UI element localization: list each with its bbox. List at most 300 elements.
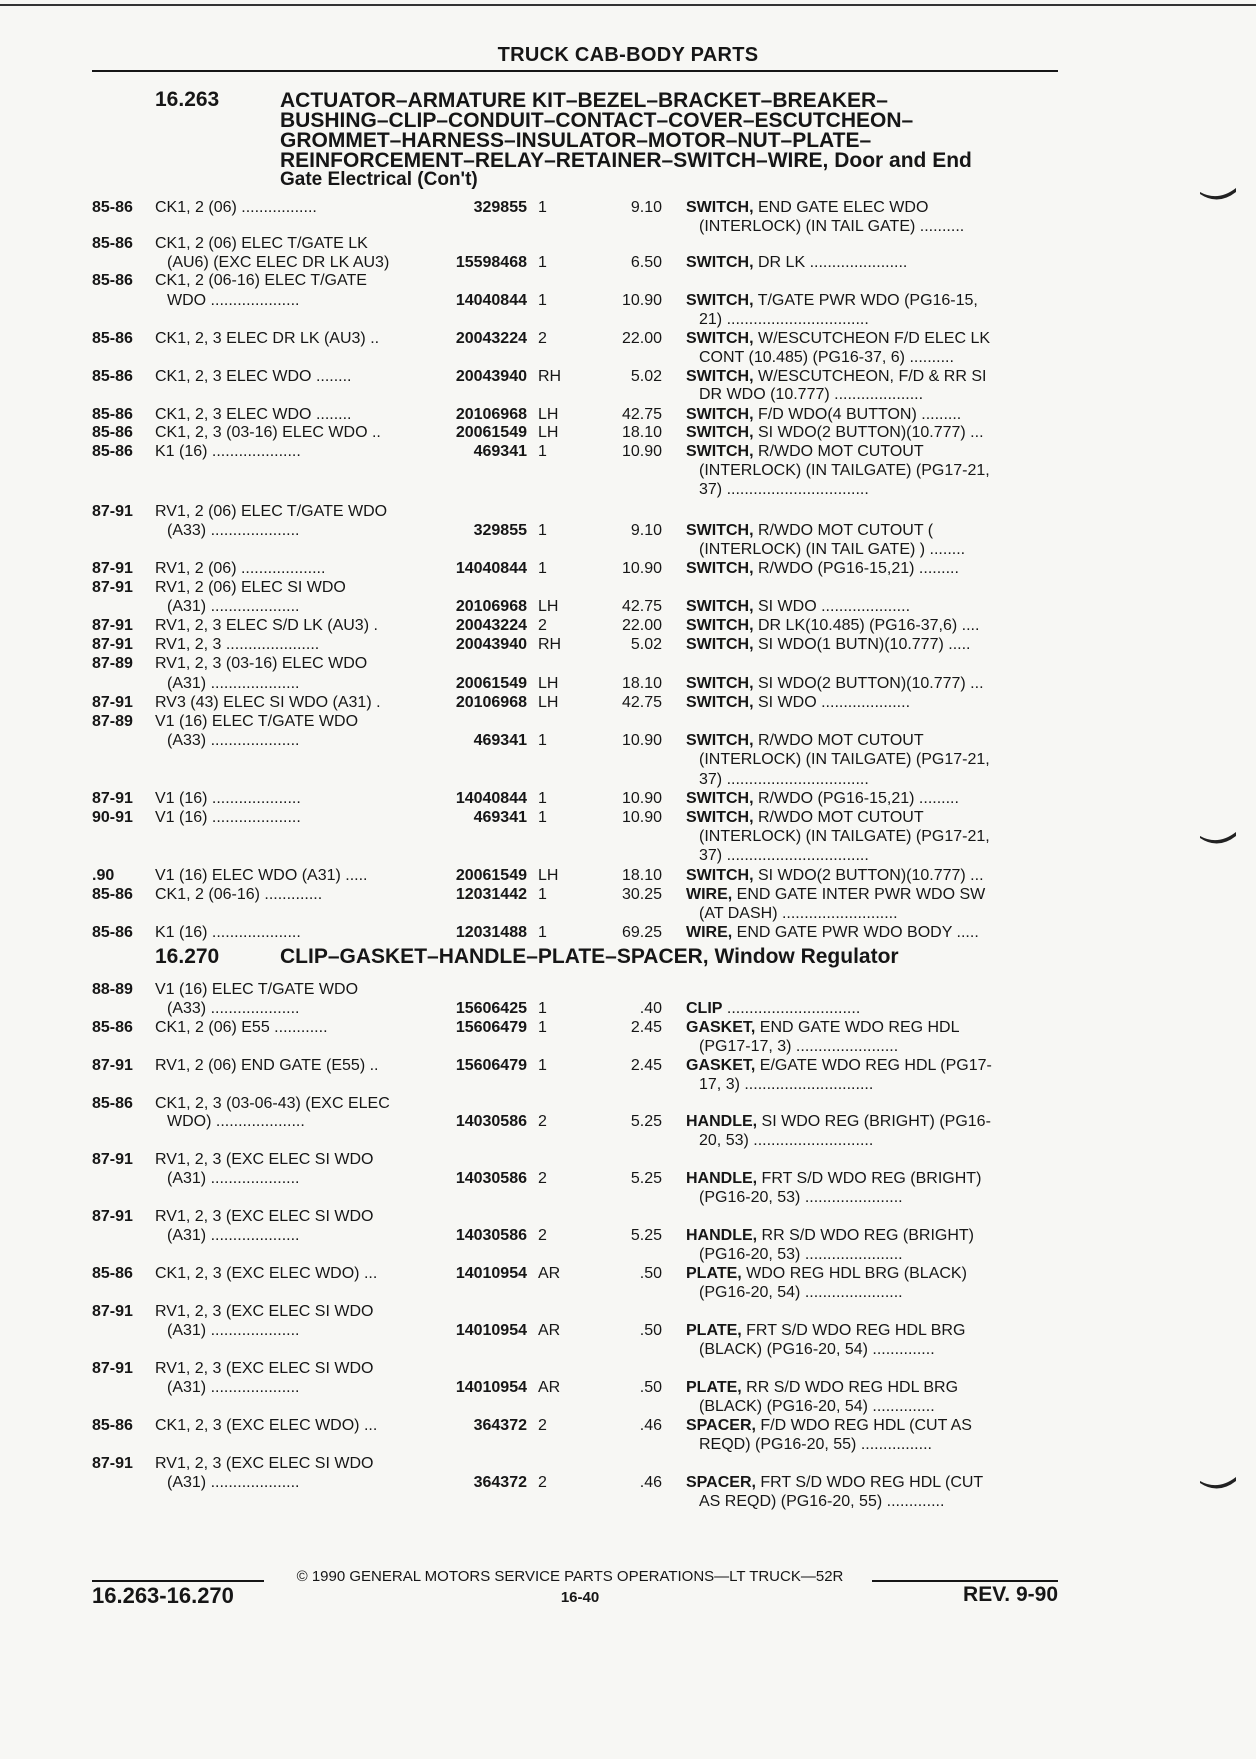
list-item — [0, 693, 1256, 713]
part-description — [686, 885, 1052, 904]
part-detail: .............................. — [722, 1000, 861, 1017]
list-item — [0, 674, 1256, 694]
quantity: 1 — [538, 292, 547, 309]
model-years: 87-89 — [92, 655, 133, 672]
part-detail: E/GATE WDO REG HDL (PG17- — [755, 1057, 992, 1074]
part-detail: SI WDO(2 BUTTON)(10.777) ... — [753, 867, 984, 884]
part-detail: RR S/D WDO REG (BRIGHT) — [757, 1227, 974, 1244]
quantity: AR — [538, 1322, 561, 1339]
part-name: SWITCH, — [686, 406, 754, 423]
part-number: 364372 — [473, 1417, 527, 1434]
list-item — [0, 540, 1256, 560]
list-item — [0, 502, 1256, 522]
part-description — [686, 1378, 1052, 1397]
part-number: 329855 — [473, 199, 527, 216]
price: 5.25 — [630, 1170, 662, 1187]
model-years: 87-91 — [92, 579, 133, 596]
part-number: 329855 — [473, 522, 527, 539]
part-number: 14030586 — [455, 1170, 527, 1187]
application: RV1, 2 (06) ELEC SI WDO — [155, 579, 346, 596]
list-item — [0, 1056, 1256, 1076]
application: CK1, 2 (06-16) ELEC T/GATE — [155, 272, 367, 289]
model-years: 88-89 — [92, 981, 133, 998]
quantity: 1 — [538, 443, 547, 460]
footer-section-range: 16.263-16.270 — [92, 1583, 234, 1608]
application: K1 (16) .................... — [155, 443, 301, 460]
part-detail: END GATE PWR WDO BODY ..... — [732, 924, 979, 941]
part-name: PLATE, — [686, 1322, 742, 1339]
part-description — [686, 1226, 1052, 1245]
list-item — [0, 480, 1256, 500]
part-description — [686, 1264, 1052, 1283]
quantity: LH — [538, 675, 559, 692]
application-continued: WDO .................... — [167, 292, 300, 309]
part-detail: R/WDO (PG16-15,21) ......... — [753, 790, 959, 807]
list-item — [0, 442, 1256, 462]
part-description-continued: REQD) (PG16-20, 55) ................ — [699, 1436, 932, 1453]
part-description-continued: 17, 3) ............................. — [699, 1076, 874, 1093]
quantity: LH — [538, 694, 559, 711]
part-description — [686, 789, 1052, 808]
price: 22.00 — [621, 330, 662, 347]
part-number: 20106968 — [455, 406, 527, 423]
section-number: 16.263 — [155, 88, 220, 111]
part-name: SWITCH, — [686, 694, 754, 711]
part-description-continued: 21) ................................ — [699, 311, 869, 328]
list-item — [0, 1397, 1256, 1417]
part-name: SWITCH, — [686, 330, 754, 347]
part-number: 20043224 — [455, 617, 527, 634]
price: 10.90 — [621, 292, 662, 309]
quantity: 1 — [538, 522, 547, 539]
part-number: 469341 — [473, 443, 527, 460]
list-item — [0, 1226, 1256, 1246]
part-description-continued: (INTERLOCK) (IN TAIL GATE) ) ........ — [699, 541, 966, 558]
model-years: 85-86 — [92, 368, 133, 385]
part-description — [686, 866, 1052, 885]
price: 30.25 — [621, 886, 662, 903]
part-number: 469341 — [473, 732, 527, 749]
part-name: GASKET, — [686, 1019, 756, 1036]
application: RV1, 2 (06) ................... — [155, 560, 326, 577]
application: CK1, 2 (06) E55 ............ — [155, 1019, 328, 1036]
part-detail: SI WDO .................... — [753, 694, 911, 711]
list-item — [0, 1359, 1256, 1379]
model-years: 85-86 — [92, 886, 133, 903]
model-years: 85-86 — [92, 443, 133, 460]
price: 5.25 — [630, 1227, 662, 1244]
part-description — [686, 1112, 1052, 1131]
part-name: SWITCH, — [686, 790, 754, 807]
part-name: SWITCH, — [686, 443, 754, 460]
model-years: 87-91 — [92, 694, 133, 711]
part-description — [686, 253, 1052, 272]
part-description-continued: 37) ................................ — [699, 847, 869, 864]
part-description-continued: (PG16-20, 54) ...................... — [699, 1284, 903, 1301]
part-detail: DR LK(10.485) (PG16-37,6) .... — [753, 617, 980, 634]
part-detail: R/WDO MOT CUTOUT ( — [753, 522, 934, 539]
page-title: TRUCK CAB-BODY PARTS — [497, 44, 759, 66]
quantity: 1 — [538, 254, 547, 271]
part-detail: R/WDO (PG16-15,21) ......... — [753, 560, 959, 577]
list-item — [0, 1340, 1256, 1360]
part-name: SWITCH, — [686, 809, 754, 826]
part-description — [686, 559, 1052, 578]
part-description — [686, 521, 1052, 540]
part-detail: R/WDO MOT CUTOUT — [753, 732, 924, 749]
quantity: LH — [538, 867, 559, 884]
application: V1 (16) .................... — [155, 809, 301, 826]
list-item — [0, 1492, 1256, 1512]
part-name: SWITCH, — [686, 598, 754, 615]
quantity: 2 — [538, 1170, 547, 1187]
application: CK1, 2 (06-16) ............. — [155, 886, 323, 903]
part-number: 364372 — [473, 1474, 527, 1491]
quantity: 2 — [538, 617, 547, 634]
part-name: SWITCH, — [686, 292, 754, 309]
part-description-continued: (PG16-20, 53) ...................... — [699, 1246, 903, 1263]
part-number: 14030586 — [455, 1113, 527, 1130]
application-continued: (A31) .................... — [167, 1322, 300, 1339]
part-name: SWITCH, — [686, 732, 754, 749]
application-continued: (A31) .................... — [167, 1227, 300, 1244]
part-description-continued: (PG17-17, 3) ....................... — [699, 1038, 899, 1055]
part-detail: END GATE WDO REG HDL — [755, 1019, 960, 1036]
application: CK1, 2, 3 (03-06-43) (EXC ELEC — [155, 1095, 390, 1112]
list-item — [0, 846, 1256, 866]
application: CK1, 2, 3 ELEC DR LK (AU3) .. — [155, 330, 380, 347]
list-item — [0, 1018, 1256, 1038]
part-name: SWITCH, — [686, 617, 754, 634]
price: .46 — [639, 1474, 662, 1491]
list-item — [0, 1037, 1256, 1057]
part-number: 20043940 — [455, 636, 527, 653]
quantity: 1 — [538, 1000, 547, 1017]
application-continued: (A33) .................... — [167, 1000, 300, 1017]
part-detail: SI WDO(2 BUTTON)(10.777) ... — [753, 424, 984, 441]
list-item — [0, 310, 1256, 330]
application: CK1, 2 (06) ELEC T/GATE LK — [155, 235, 368, 252]
application: RV1, 2 (06) END GATE (E55) .. — [155, 1057, 379, 1074]
part-description — [686, 1018, 1052, 1037]
price: 10.90 — [621, 560, 662, 577]
list-item — [0, 980, 1256, 1000]
application: RV1, 2, 3 ..................... — [155, 636, 320, 653]
quantity: RH — [538, 368, 562, 385]
application: CK1, 2, 3 (EXC ELEC WDO) ... — [155, 1417, 378, 1434]
quantity: 1 — [538, 1057, 547, 1074]
application-continued: (A31) .................... — [167, 1170, 300, 1187]
price: 10.90 — [621, 732, 662, 749]
part-detail: FRT S/D WDO REG HDL BRG — [741, 1322, 966, 1339]
quantity: 2 — [538, 330, 547, 347]
list-item — [0, 1131, 1256, 1151]
application: RV1, 2, 3 (EXC ELEC SI WDO — [155, 1303, 374, 1320]
part-name: PLATE, — [686, 1379, 742, 1396]
application: CK1, 2 (06) ................. — [155, 199, 317, 216]
price: 18.10 — [621, 867, 662, 884]
quantity: 1 — [538, 560, 547, 577]
model-years: 85-86 — [92, 424, 133, 441]
model-years: 87-91 — [92, 1303, 133, 1320]
part-description — [686, 291, 1052, 310]
price: 42.75 — [621, 406, 662, 423]
part-detail: R/WDO MOT CUTOUT — [753, 443, 924, 460]
part-name: WIRE, — [686, 886, 733, 903]
price: 42.75 — [621, 694, 662, 711]
quantity: LH — [538, 424, 559, 441]
section-title-line: GROMMET–HARNESS–INSULATOR–MOTOR–NUT–PLATE– — [280, 129, 872, 152]
model-years: 87-91 — [92, 1208, 133, 1225]
part-description — [686, 405, 1052, 424]
price: 18.10 — [621, 675, 662, 692]
model-years: 87-91 — [92, 790, 133, 807]
price: 69.25 — [621, 924, 662, 941]
quantity: 1 — [538, 790, 547, 807]
list-item — [0, 1245, 1256, 1265]
list-item — [0, 234, 1256, 254]
list-item — [0, 1283, 1256, 1303]
part-number: 14040844 — [455, 790, 527, 807]
model-years: 87-91 — [92, 560, 133, 577]
application: K1 (16) .................... — [155, 924, 301, 941]
section-title-line: Gate Electrical (Con't) — [280, 169, 478, 190]
part-number: 15606425 — [455, 1000, 527, 1017]
part-name: SWITCH, — [686, 636, 754, 653]
part-name: SWITCH, — [686, 199, 754, 216]
application-continued: (A31) .................... — [167, 598, 300, 615]
quantity: AR — [538, 1379, 561, 1396]
list-item — [0, 866, 1256, 886]
part-number: 20043940 — [455, 368, 527, 385]
list-item — [0, 1207, 1256, 1227]
list-item — [0, 1169, 1256, 1189]
application: RV1, 2 (06) ELEC T/GATE WDO — [155, 503, 388, 520]
list-item — [0, 1264, 1256, 1284]
list-item — [0, 461, 1256, 481]
list-item — [0, 559, 1256, 579]
application: RV1, 2, 3 (EXC ELEC SI WDO — [155, 1455, 374, 1472]
part-description — [686, 198, 1052, 217]
part-name: PLATE, — [686, 1265, 742, 1282]
section-title-line: REINFORCEMENT–RELAY–RETAINER–SWITCH–WIRE, Door and End — [280, 149, 972, 172]
list-item — [0, 789, 1256, 809]
list-item — [0, 291, 1256, 311]
quantity: LH — [538, 406, 559, 423]
model-years: 87-91 — [92, 1151, 133, 1168]
part-description — [686, 423, 1052, 442]
application-continued: WDO) .................... — [167, 1113, 305, 1130]
price: .50 — [639, 1265, 662, 1282]
part-number: 14030586 — [455, 1227, 527, 1244]
part-detail: SI WDO .................... — [753, 598, 911, 615]
part-description — [686, 999, 1052, 1018]
application: RV1, 2, 3 (EXC ELEC SI WDO — [155, 1151, 374, 1168]
part-detail: SI WDO(2 BUTTON)(10.777) ... — [753, 675, 984, 692]
list-item — [0, 329, 1256, 349]
model-years: 87-91 — [92, 503, 133, 520]
part-name: HANDLE, — [686, 1170, 758, 1187]
price: 2.45 — [630, 1057, 662, 1074]
price: 10.90 — [621, 790, 662, 807]
list-item — [0, 750, 1256, 770]
list-item — [0, 1150, 1256, 1170]
list-item — [0, 578, 1256, 598]
application: CK1, 2, 3 ELEC WDO ........ — [155, 368, 352, 385]
price: 5.25 — [630, 1113, 662, 1130]
price: .50 — [639, 1379, 662, 1396]
list-item — [0, 385, 1256, 405]
part-number: 20061549 — [455, 867, 527, 884]
part-description-continued: (BLACK) (PG16-20, 54) .............. — [699, 1341, 935, 1358]
list-item — [0, 1112, 1256, 1132]
list-item — [0, 1188, 1256, 1208]
quantity: 1 — [538, 732, 547, 749]
part-number: 20061549 — [455, 424, 527, 441]
price: 42.75 — [621, 598, 662, 615]
price: .46 — [639, 1417, 662, 1434]
part-detail: T/GATE PWR WDO (PG16-15, — [753, 292, 978, 309]
list-item — [0, 904, 1256, 924]
price: 18.10 — [621, 424, 662, 441]
list-item — [0, 635, 1256, 655]
part-description-continued: CONT (10.485) (PG16-37, 6) .......... — [699, 349, 954, 366]
part-number: 14010954 — [455, 1265, 527, 1282]
list-item — [0, 1378, 1256, 1398]
part-name: SWITCH, — [686, 254, 754, 271]
list-item — [0, 654, 1256, 674]
part-detail: SI WDO(1 BUTN)(10.777) ..... — [753, 636, 971, 653]
part-name: GASKET, — [686, 1057, 756, 1074]
price: 5.02 — [630, 368, 662, 385]
part-description — [686, 367, 1052, 386]
price: 10.90 — [621, 443, 662, 460]
part-number: 14040844 — [455, 292, 527, 309]
part-detail: FRT S/D WDO REG HDL (CUT — [755, 1474, 984, 1491]
part-detail: SI WDO REG (BRIGHT) (PG16- — [757, 1113, 991, 1130]
list-item — [0, 1416, 1256, 1436]
price: 10.90 — [621, 809, 662, 826]
part-number: 14010954 — [455, 1379, 527, 1396]
part-description — [686, 1169, 1052, 1188]
section-title-line: ACTUATOR–ARMATURE KIT–BEZEL–BRACKET–BREAKER– — [280, 89, 888, 112]
list-item — [0, 405, 1256, 425]
model-years: 90-91 — [92, 809, 133, 826]
quantity: 1 — [538, 924, 547, 941]
part-number: 15598468 — [455, 254, 527, 271]
part-detail: END GATE ELEC WDO — [753, 199, 929, 216]
application-continued: (A31) .................... — [167, 675, 300, 692]
part-description-continued: (BLACK) (PG16-20, 54) .............. — [699, 1398, 935, 1415]
list-item — [0, 1454, 1256, 1474]
model-years: 87-91 — [92, 1057, 133, 1074]
application-continued: (AU6) (EXC ELEC DR LK AU3) — [167, 254, 390, 271]
application: RV1, 2, 3 (03-16) ELEC WDO — [155, 655, 368, 672]
part-description-continued: (INTERLOCK) (IN TAILGATE) (PG17-21, — [699, 828, 990, 845]
section-title-line: CLIP–GASKET–HANDLE–PLATE–SPACER, Window Regulator — [280, 945, 899, 968]
part-name: WIRE, — [686, 924, 733, 941]
part-description — [686, 329, 1052, 348]
list-item — [0, 521, 1256, 541]
section-title-line: BUSHING–CLIP–CONDUIT–CONTACT–COVER–ESCUTCHEON– — [280, 109, 914, 132]
model-years: 87-89 — [92, 713, 133, 730]
part-description — [686, 442, 1052, 461]
price: .40 — [639, 1000, 662, 1017]
part-name: SWITCH, — [686, 424, 754, 441]
footer-page-number: 16-40 — [560, 1589, 600, 1606]
part-description-continued: 37) ................................ — [699, 771, 869, 788]
part-number: 12031442 — [455, 886, 527, 903]
quantity: 2 — [538, 1113, 547, 1130]
model-years: .90 — [92, 867, 115, 884]
price: 2.45 — [630, 1019, 662, 1036]
application: V1 (16) ELEC T/GATE WDO — [155, 713, 359, 730]
list-item — [0, 597, 1256, 617]
list-item — [0, 198, 1256, 218]
part-description — [686, 635, 1052, 654]
list-item — [0, 271, 1256, 291]
price: .50 — [639, 1322, 662, 1339]
model-years: 85-86 — [92, 406, 133, 423]
part-name: SPACER, — [686, 1474, 756, 1491]
part-description — [686, 808, 1052, 827]
part-name: CLIP — [686, 1000, 723, 1017]
part-name: SWITCH, — [686, 368, 754, 385]
application: CK1, 2, 3 (03-16) ELEC WDO .. — [155, 424, 381, 441]
list-item — [0, 999, 1256, 1019]
list-item — [0, 827, 1256, 847]
application: V1 (16) ELEC WDO (A31) ..... — [155, 867, 368, 884]
quantity: 2 — [538, 1227, 547, 1244]
part-number: 15606479 — [455, 1019, 527, 1036]
part-detail: F/D WDO(4 BUTTON) ......... — [753, 406, 962, 423]
application: RV1, 2, 3 (EXC ELEC SI WDO — [155, 1208, 374, 1225]
binder-mark-icon — [1200, 832, 1236, 844]
model-years: 87-91 — [92, 617, 133, 634]
list-item — [0, 1075, 1256, 1095]
list-item — [0, 808, 1256, 828]
list-item — [0, 712, 1256, 732]
quantity: AR — [538, 1265, 561, 1282]
model-years: 85-86 — [92, 1265, 133, 1282]
price: 9.10 — [630, 199, 662, 216]
part-description — [686, 731, 1052, 750]
model-years: 85-86 — [92, 1417, 133, 1434]
list-item — [0, 1094, 1256, 1114]
part-description-continued: AS REQD) (PG16-20, 55) ............. — [699, 1493, 945, 1510]
application-continued: (A33) .................... — [167, 522, 300, 539]
application-continued: (A33) .................... — [167, 732, 300, 749]
part-number: 12031488 — [455, 924, 527, 941]
copyright-notice: © 1990 GENERAL MOTORS SERVICE PARTS OPERATIONS—LT TRUCK—52R — [296, 1568, 844, 1585]
part-number: 14010954 — [455, 1322, 527, 1339]
application: V1 (16) .................... — [155, 790, 301, 807]
model-years: 85-86 — [92, 199, 133, 216]
list-item — [0, 885, 1256, 905]
part-detail: END GATE INTER PWR WDO SW — [732, 886, 986, 903]
part-description-continued: (INTERLOCK) (IN TAIL GATE) .......... — [699, 218, 965, 235]
quantity: 2 — [538, 1417, 547, 1434]
footer-rule-right — [872, 1580, 1058, 1582]
application: RV1, 2, 3 ELEC S/D LK (AU3) . — [155, 617, 378, 634]
part-description — [686, 616, 1052, 635]
part-number: 15606479 — [455, 1057, 527, 1074]
part-name: HANDLE, — [686, 1113, 758, 1130]
part-description — [686, 1056, 1052, 1075]
quantity: 1 — [538, 1019, 547, 1036]
model-years: 85-86 — [92, 330, 133, 347]
part-number: 20043224 — [455, 330, 527, 347]
